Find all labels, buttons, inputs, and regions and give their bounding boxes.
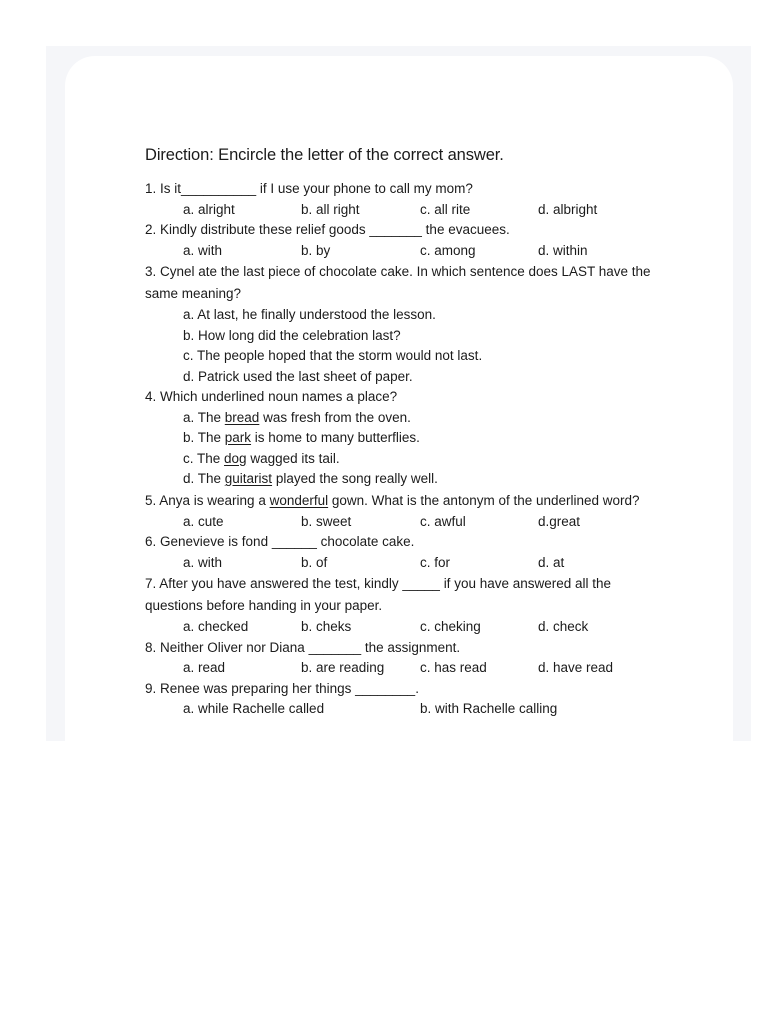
q9-option-a: a. while Rachelle called	[183, 701, 325, 716]
q7-option-c: c. cheking	[420, 619, 481, 634]
question-1: 1. Is it__________ if I use your phone to call my mom?	[145, 181, 473, 196]
q2-option-b: b. by	[301, 242, 331, 258]
question-7: 7. After you have answered the test, kindly _____ if you have answered all the questions before handing in your paper.	[145, 576, 612, 613]
q9-option-b: b. with Rachelle calling	[420, 701, 558, 716]
question-2: 2. Kindly distribute these relief goods _______ the evacuees.	[145, 222, 510, 237]
q1-option-a: a. alright	[183, 201, 235, 217]
q3-option-d: d. Patrick used the last sheet of paper.	[183, 368, 413, 384]
q6-option-d: d. at	[538, 554, 565, 570]
document-viewer[interactable]	[46, 46, 751, 741]
worksheet-content	[145, 146, 665, 720]
worksheet-page	[65, 56, 733, 741]
q2-option-a: a. with	[183, 242, 223, 258]
question-1-options	[145, 200, 665, 221]
question-8-options	[145, 658, 665, 679]
q8-option-a: a. read	[183, 660, 226, 675]
question-9: 9. Renee was preparing her things ________.	[145, 680, 419, 696]
underlined-noun: bread	[224, 409, 260, 425]
q1-option-d: d. albright	[538, 201, 598, 217]
question-6-options	[145, 553, 665, 574]
q2-option-d: d. within	[538, 242, 588, 258]
question-5-options	[145, 512, 665, 533]
q5-option-c: c. awful	[420, 513, 466, 529]
q7-option-d: d. check	[538, 619, 589, 634]
q4-option-b: b. The park is home to many butterflies.	[183, 430, 420, 445]
question-7-options	[145, 617, 665, 638]
underlined-noun: dog	[224, 450, 247, 466]
q5-option-d: d.great	[538, 513, 581, 529]
direction-heading: Direction: Encircle the letter of the correct answer.	[145, 146, 504, 164]
q3-option-a: a. At last, he finally understood the lesson.	[183, 307, 436, 322]
q1-option-c: c. all rite	[420, 201, 471, 217]
question-5: 5. Anya is wearing a wonderful gown. What is the antonym of the underlined word?	[145, 492, 640, 508]
q6-option-b: b. of	[301, 554, 328, 570]
q4-option-a: a. The bread was fresh from the oven.	[183, 409, 411, 425]
q4-option-c: c. The dog wagged its tail.	[183, 450, 340, 466]
question-2-options	[145, 241, 665, 262]
q6-option-c: c. for	[420, 554, 451, 570]
question-9-options	[145, 699, 665, 720]
q3-option-c: c. The people hoped that the storm would not last.	[183, 348, 483, 363]
underlined-word: wonderful	[269, 492, 329, 508]
q8-option-d: d. have read	[538, 660, 614, 675]
underlined-noun: park	[224, 430, 252, 445]
question-3: 3. Cynel ate the last piece of chocolate cake. In which sentence does LAST have the same meaning?	[145, 264, 651, 301]
question-8: 8. Neither Oliver nor Diana _______ the assignment.	[145, 639, 461, 655]
q5-option-b: b. sweet	[301, 513, 352, 529]
q3-option-b: b. How long did the celebration last?	[183, 327, 401, 343]
question-4: 4. Which underlined noun names a place?	[145, 389, 398, 404]
q8-option-b: b. are reading	[301, 660, 385, 675]
q4-option-d: d. The guitarist played the song really well.	[183, 471, 438, 486]
question-6: 6. Genevieve is fond ______ chocolate cake.	[145, 534, 415, 549]
q1-option-b: b. all right	[301, 201, 360, 217]
q5-option-a: a. cute	[183, 513, 224, 529]
q8-option-c: c. has read	[420, 660, 487, 675]
q6-option-a: a. with	[183, 554, 223, 570]
q2-option-c: c. among	[420, 242, 476, 258]
q7-option-b: b. cheks	[301, 619, 352, 634]
q7-option-a: a. checked	[183, 619, 249, 634]
underlined-noun: guitarist	[224, 471, 273, 486]
